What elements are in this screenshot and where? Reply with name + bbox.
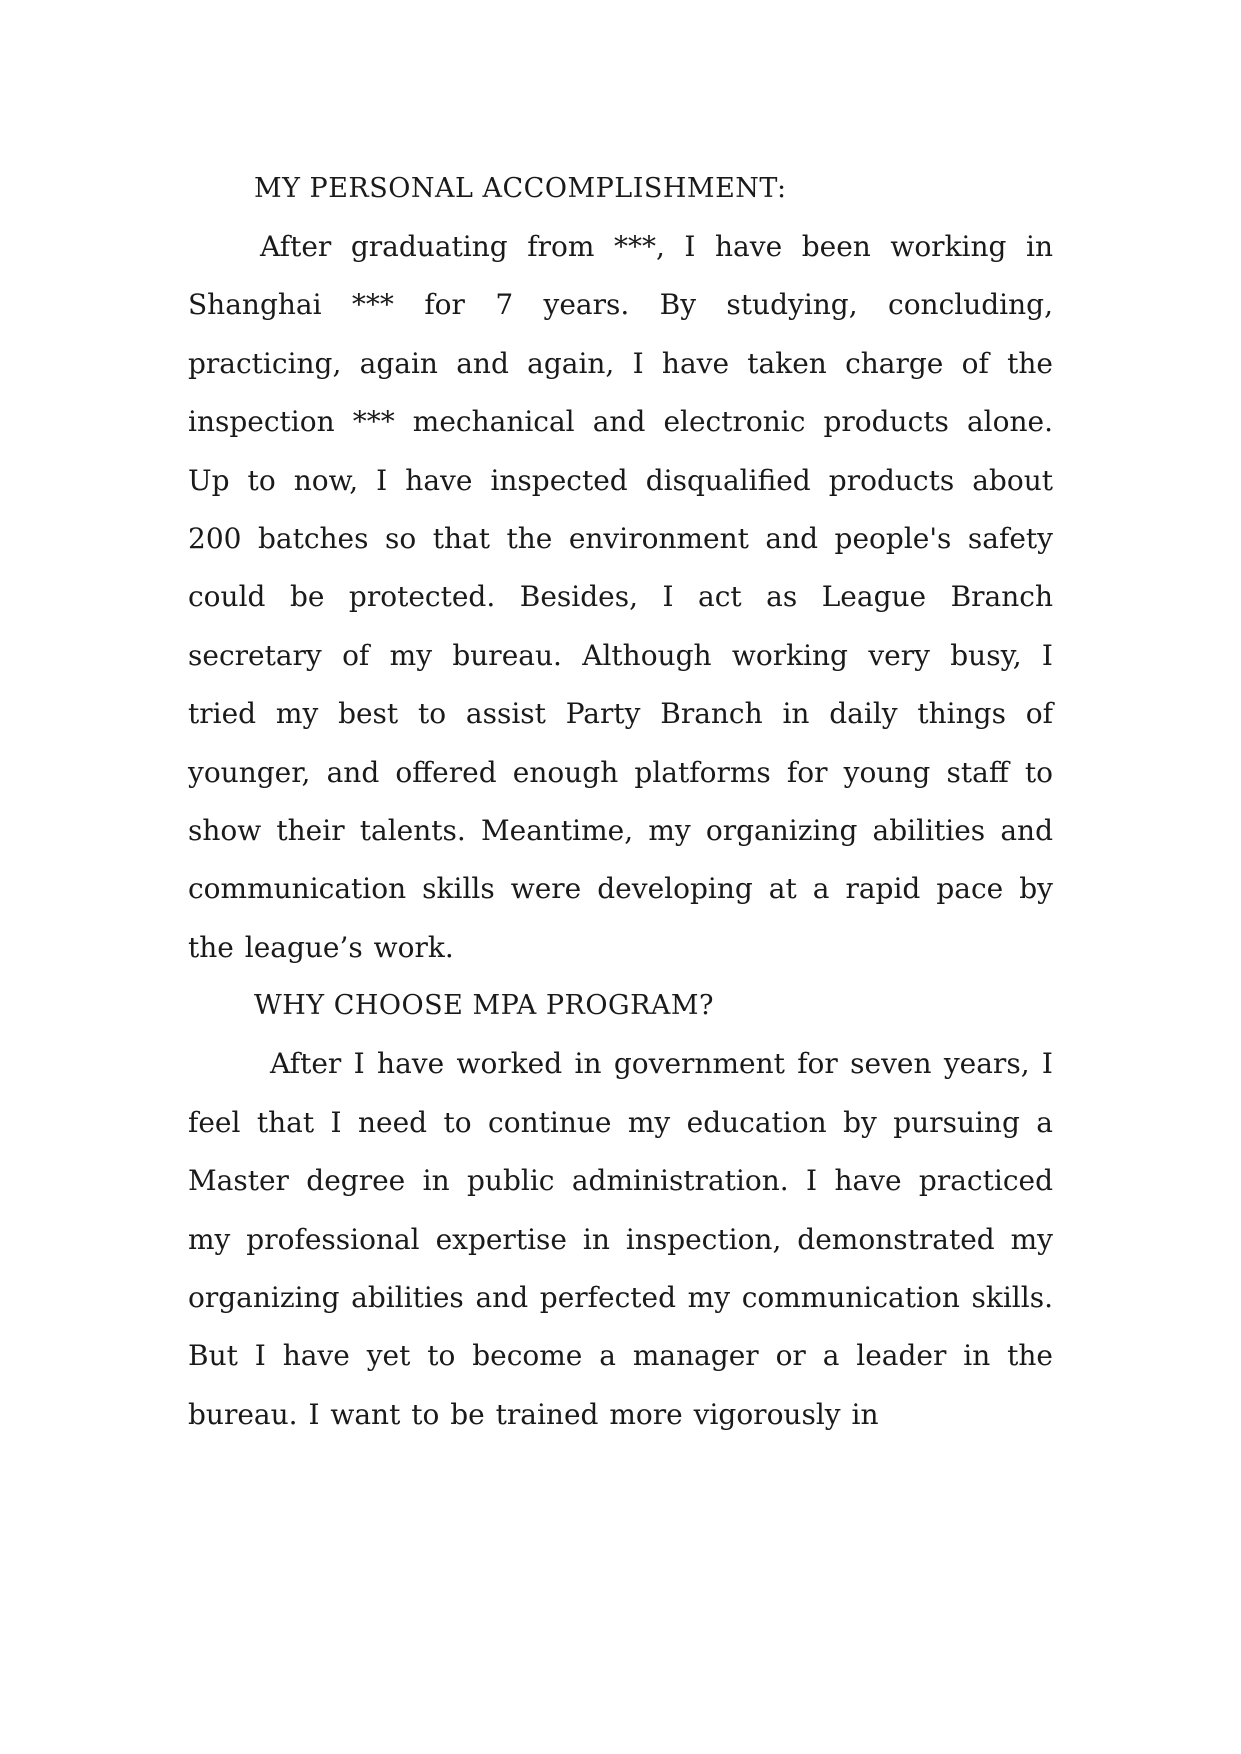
document-page [188, 160, 1053, 1444]
section-heading-accomplishment: MY PERSONAL ACCOMPLISHMENT: [254, 173, 787, 204]
paragraph-accomplishment: After graduating from ***, I have been working in Shanghai *** for 7 years. By studying, concluding, practicing, again and again, I have taken charge of the inspection *** mechanical and electronic products alone. Up to now, I have inspected disqualified products about 200 batches so that the environment and people's safety could be protected. Besides, I act as League Branch secretary of my bureau. Although working very busy, I tried my best to assist Party Branch in daily things of younger, and offered enough platforms for young staff to show their talents. Meantime, my organizing abilities and communication skills were developing at a rapid pace by the league’s work. [188, 230, 1053, 964]
section-heading-why-mpa: WHY CHOOSE MPA PROGRAM? [254, 990, 715, 1022]
paragraph-why-mpa: After I have worked in government for seven years, I feel that I need to continue my education by pursuing a Master degree in public administration. I have practiced my professional expertise in inspection, demonstrated my organizing abilities and perfected my communication skills. But I have yet to become a manager or a leader in the bureau. I want to be trained more vigorously in [188, 1047, 1053, 1431]
